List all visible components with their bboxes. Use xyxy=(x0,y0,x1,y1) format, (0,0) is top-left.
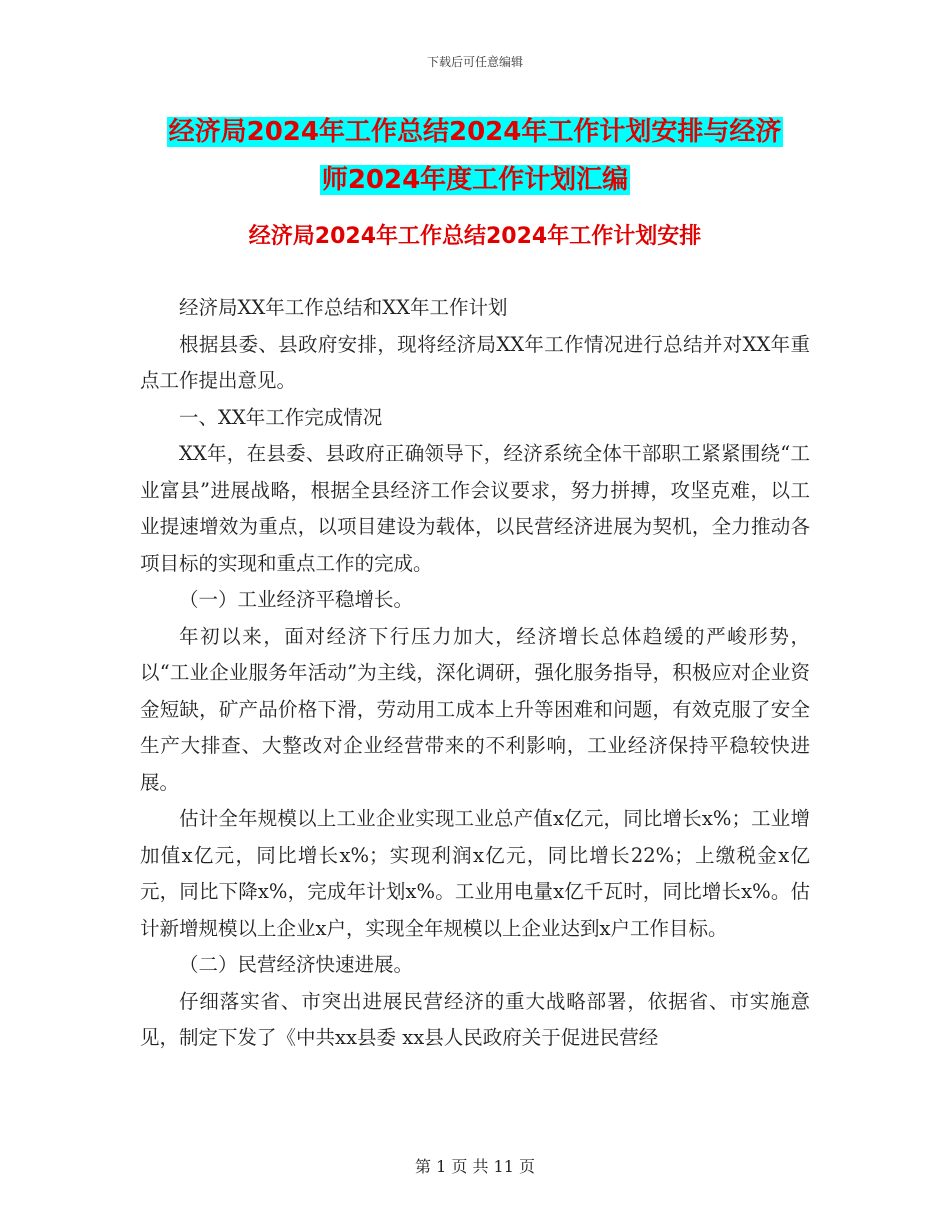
document-body xyxy=(140,290,810,1057)
title-line-2: 师2024年度工作计划汇编 xyxy=(321,165,629,195)
page-footer: 第 1 页 共 11 页 xyxy=(415,1157,535,1176)
paragraph: 经济局XX年工作总结和XX年工作计划 xyxy=(179,296,508,319)
page-header: 下载后可任意编辑 xyxy=(426,55,523,69)
section-title: 经济局2024年工作总结2024年工作计划安排 xyxy=(248,224,702,249)
paragraph: 年初以来，面对经济下行压力加大，经济增长总体趋缓的严峻形势，以“工业企业服务年活动”为主线，深化调研，强化服务指导，积极应对企业资金短缺，矿产品价格下滑，劳动用工成本上升等困难和问题，有效克服了安全生产大排查、大整改对企业经营带来的不利影响，工业经济保持平稳较快进展。 xyxy=(140,624,810,794)
paragraph: XX年，在县委、县政府正确领导下，经济系统全体干部职工紧紧围绕“工业富县”进展战略，根据全县经济工作会议要求，努力拼搏，攻坚克难，以工业提速增效为重点，以项目建设为载体，以民营经济进展为契机，全力推动各项目标的实现和重点工作的完成。 xyxy=(140,442,810,575)
paragraph: （一）工业经济平稳增长。 xyxy=(179,588,414,611)
document-title xyxy=(140,108,810,204)
paragraph: （二）民营经济快速进展。 xyxy=(179,953,414,976)
paragraph: 估计全年规模以上工业企业实现工业总产值x亿元，同比增长x%；工业增加值x亿元，同比增长x%；实现利润x亿元，同比增长22%；上缴税金x亿元，同比下降x%，完成年计划x%。工业用电量x亿千瓦时，同比增长x%。估计新增规模以上企业x户，实现全年规模以上企业达到x户工作目标。 xyxy=(140,807,810,940)
paragraph: 一、XX年工作完成情况 xyxy=(179,405,383,429)
paragraph: 仔细落实省、市突出进展民营经济的重大战略部署，依据省、市实施意见，制定下发了《中共xx县委 xx县人民政府关于促进民营经 xyxy=(140,989,810,1049)
title-line-1: 经济局2024年工作总结2024年工作计划安排与经济 xyxy=(168,117,782,147)
paragraph: 根据县委、县政府安排，现将经济局XX年工作情况进行总结并对XX年重点工作提出意见。 xyxy=(140,332,810,392)
